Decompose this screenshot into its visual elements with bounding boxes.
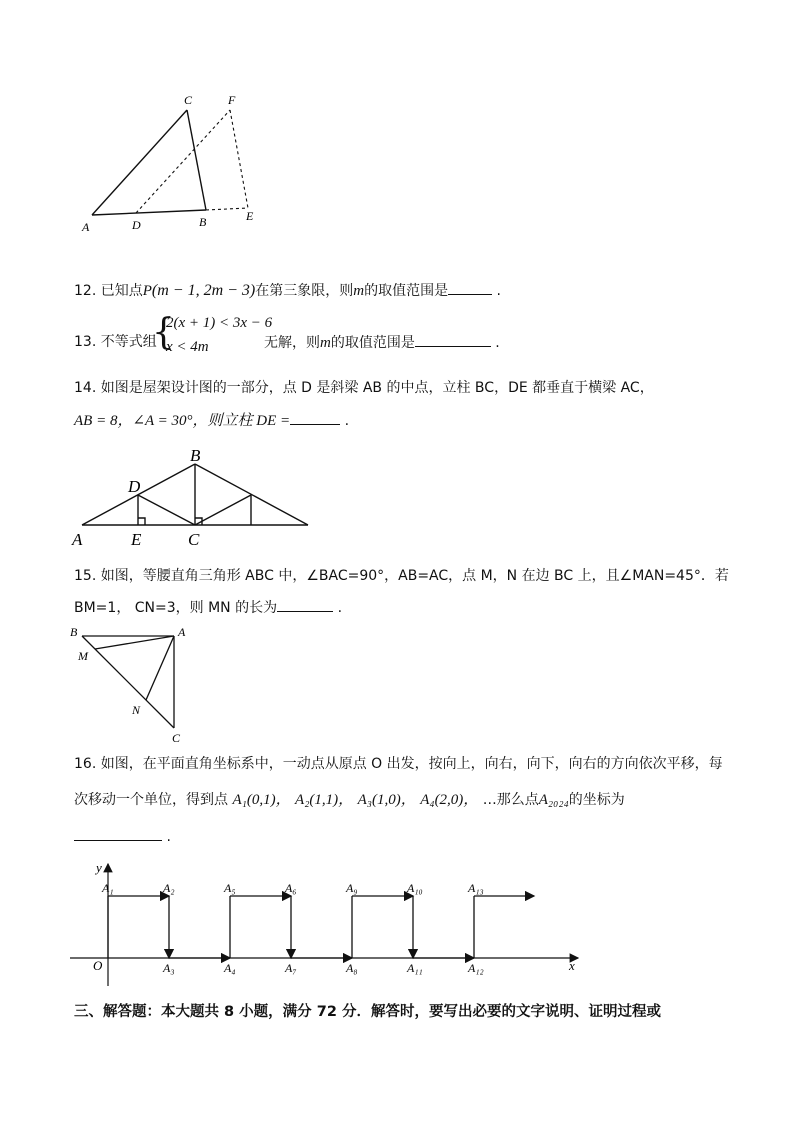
point-label-1: A₁ [102,881,114,895]
point-label-10: A₁₀ [407,881,423,895]
point-label-12: A₁₂ [468,961,484,975]
q12-answer-blank[interactable] [448,280,492,295]
q12-args: (m − 1, 2m − 3) [151,282,256,299]
q12-mid: 在第三象限，则 [255,283,354,299]
q12-number: 12. [74,283,97,299]
q13-answer-blank[interactable] [415,332,491,347]
origin-label: O [93,958,103,973]
q12-post: 的取值范围是 [364,283,449,299]
label-b: B [70,625,78,639]
question-16-line-1: 16. 如图，在平面直角坐标系中，一动点从原点 O 出发，按向上，向右，向下，向右的方向依次平移，每 [74,756,723,772]
label-a: A [72,530,83,549]
question-13 [74,332,157,352]
q16-answer-blank[interactable] [74,826,162,841]
q15-number: 15. [74,568,97,584]
label-a: A [178,625,186,639]
q12-point: P [142,283,152,299]
question-15-line-1: 15. 如图，等腰直角三角形 ABC 中，∠BAC=90°，AB=AC，点 M，N 在边 BC 上，且∠MAN=45°．若 [74,568,729,584]
q14-number: 14. [74,380,97,396]
q13-text: 不等式组 [100,334,157,350]
label-d: D [132,218,141,232]
question-14-line-1: 14. 如图是屋架设计图的一部分，点 D 是斜梁 AB 的中点，立柱 BC，DE 都垂直于横梁 AC， [74,380,654,396]
question-16-line-2: 次移动一个单位，得到点 A₁(0,1)， A₂(1,1)， A₃(1,0)， A₄(2,0)， …那么点A₂₀₂₄的坐标为 [74,792,625,808]
question-14-line-2: AB = 8，∠A = 30°，则立柱 DE = . [74,410,349,431]
label-f: F [228,93,236,107]
q12-var: m [353,283,365,299]
brace-icon: { [152,312,175,353]
q12-text: 已知点 [100,283,143,299]
question-15-line-2: BM=1， CN=3，则 MN 的长为 . [74,597,342,618]
q16-number: 16. [74,756,97,772]
label-c: C [188,530,200,549]
point-label-9: A₉ [346,881,358,895]
figure-q14 [66,444,316,550]
q13-tail: 无解，则m的取值范围是 . [264,332,500,353]
q15-answer-blank[interactable] [277,597,333,612]
q14-answer-blank[interactable] [290,410,340,425]
q16-point-a1: A₁(0,1)， [232,792,291,808]
label-m: M [78,649,88,663]
q16-point-a4: A₄(2,0)， [420,792,479,808]
label-b: B [199,215,207,229]
point-label-3: A₃ [163,961,175,975]
label-b: B [190,446,201,465]
y-axis-label: y [96,860,102,875]
label-n: N [132,703,141,717]
q16-point-a3: A₃(1,0)， [357,792,416,808]
label-a: A [82,220,90,234]
point-label-4: A₄ [224,961,236,975]
question-12: 12. 已知点P(m − 1, 2m − 3)在第三象限，则m的取值范围是 . [74,282,501,299]
label-c: C [172,731,181,745]
point-label-2: A₂ [163,881,175,895]
point-label-7: A₇ [285,961,297,975]
figure-q11 [70,88,290,238]
point-label-11: A₁₁ [407,961,423,975]
label-e: E [131,530,142,549]
q16-target: A₂₀₂₄ [538,792,569,808]
point-label-6: A₆ [285,881,297,895]
label-d: D [128,477,141,496]
q13-inequality-1: 2(x + 1) < 3x − 6 [166,315,273,331]
label-e: E [246,209,254,223]
section-3-heading: 三、解答题：本大题共 8 小题，满分 72 分．解答时，要写出必要的文字说明、证明过程或 [74,1004,661,1020]
q13-inequality-2: x < 4m [166,339,209,355]
point-label-5: A₅ [224,881,236,895]
point-label-8: A₈ [346,961,358,975]
q13-number: 13. [74,334,97,350]
x-axis-label: x [569,958,575,973]
figure-q16 [66,858,596,988]
label-c: C [184,93,193,107]
q16-point-a2: A₂(1,1)， [295,792,354,808]
point-label-13: A₁₃ [468,881,484,895]
question-16-line-3: . [74,826,171,847]
figure-q15 [68,622,198,748]
